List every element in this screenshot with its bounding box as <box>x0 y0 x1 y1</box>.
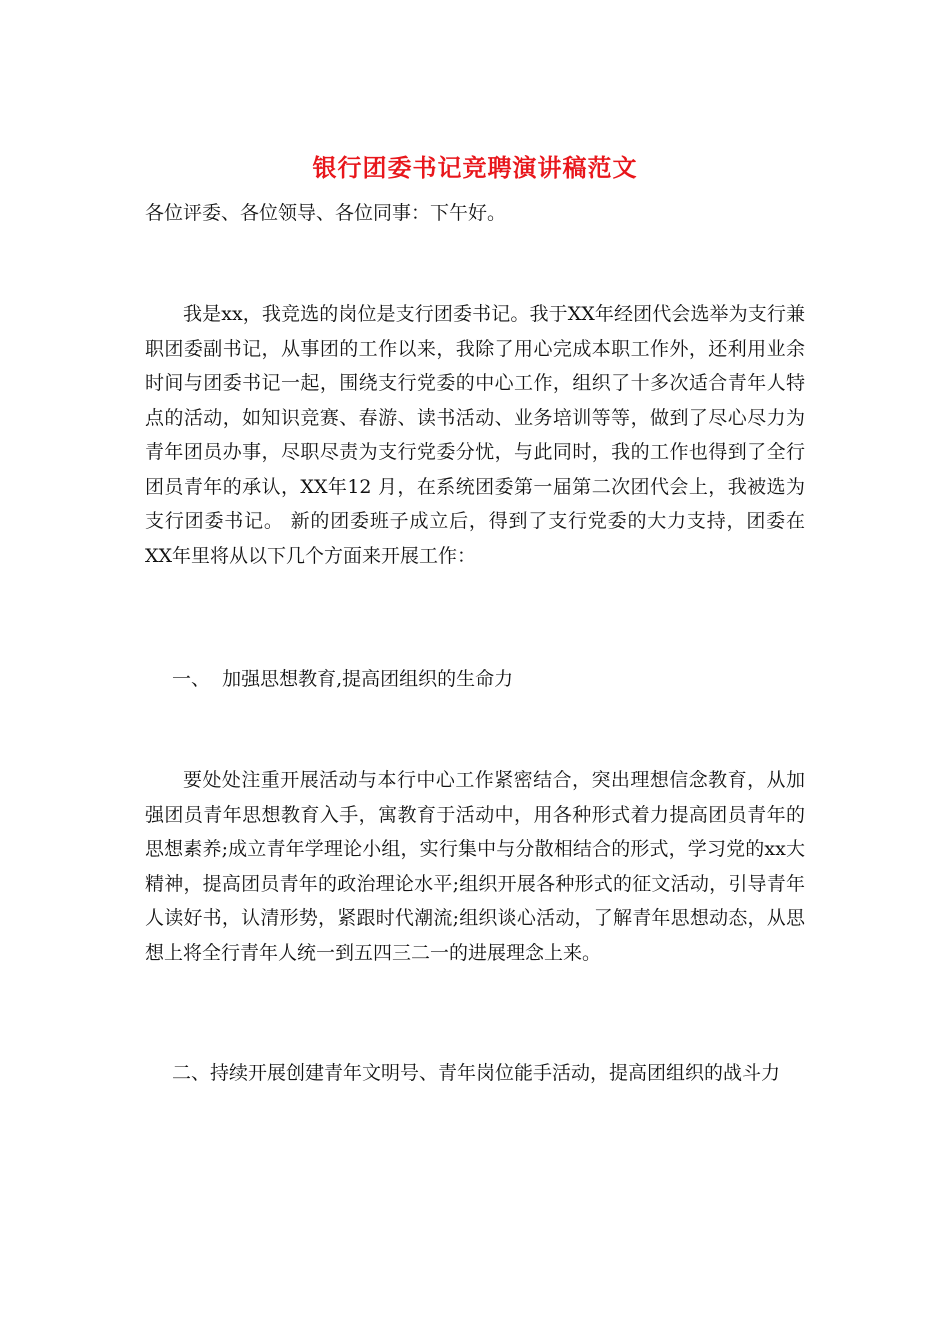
section-heading-1: 一、 加强思想教育,提高团组织的生命力 <box>172 668 514 690</box>
paragraph-intro: 我是xx，我竞选的岗位是支行团委书记。我于XX年经团代会选举为支行兼职团委副书记，从事团的工作以来，我除了用心完成本职工作外，还利用业余时间与团委书记一起，围绕支行党委的中心工作，组织了十多次适合青年人特点的活动，如知识竞赛、春游、读书活动、业务培训等等，做到了尽心尽力为青年团员办事，尽职尽责为支行党委分忧，与此同时，我的工作也得到了全行团员青年的承认，XX年12 月，在系统团委第一届第二次团代会上，我被选为支行团委书记。 新的团委班子成立后，得到了支行党委的大力支持，团委在XX年里将从以下几个方面来开展工作： <box>145 303 805 567</box>
section-heading-2: 二、持续开展创建青年文明号、青年岗位能手活动，提高团组织的战斗力 <box>172 1062 781 1084</box>
document-title: 银行团委书记竞聘演讲稿范文 <box>312 153 638 182</box>
paragraph-section-1: 要处处注重开展活动与本行中心工作紧密结合，突出理想信念教育，从加强团员青年思想教育入手，寓教育于活动中，用各种形式着力提高团员青年的思想素养;成立青年学理论小组，实行集中与分散相结合的形式，学习党的xx大精神，提高团员青年的政治理论水平;组织开展各种形式的征文活动，引导青年人读好书，认清形势，紧跟时代潮流;组织谈心活动，了解青年思想动态，从思想上将全行青年人统一到五四三二一的进展理念上来。 <box>145 769 805 964</box>
salutation: 各位评委、各位领导、各位同事：下午好。 <box>145 202 507 224</box>
